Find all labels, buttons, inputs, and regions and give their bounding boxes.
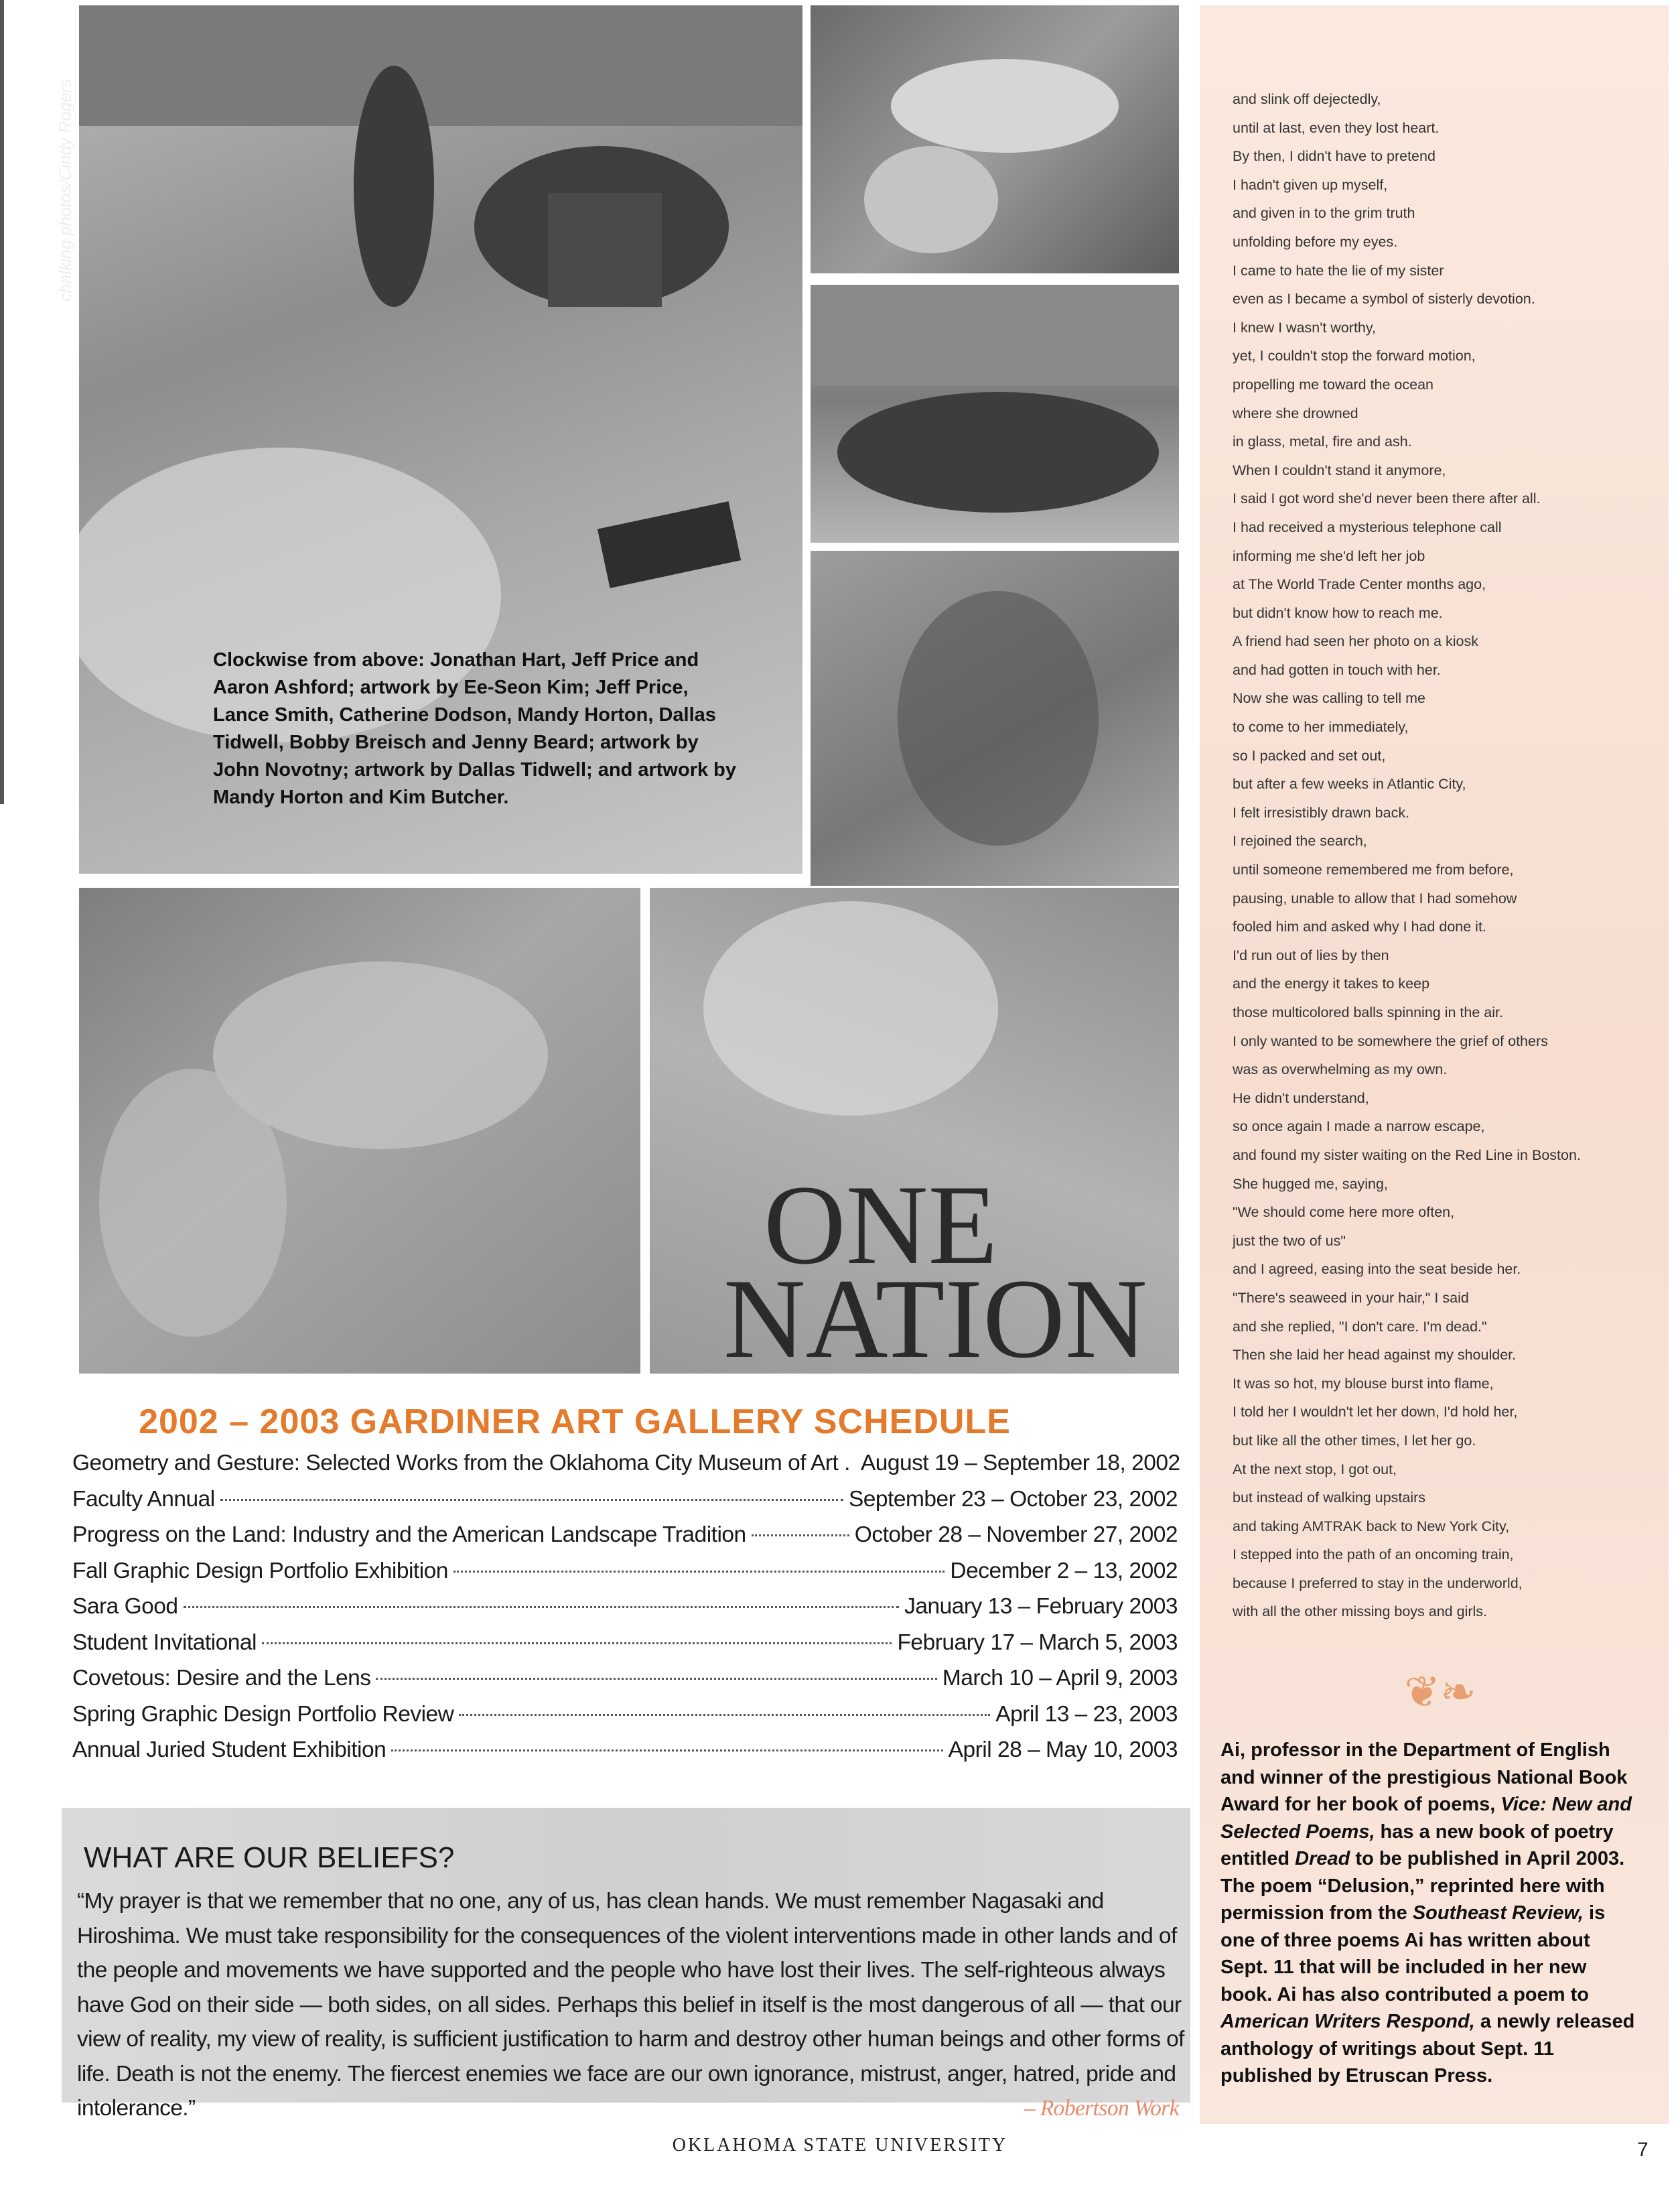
poem-line: but after a few weeks in Atlantic City, — [1233, 776, 1466, 793]
exhibition-title: Progress on the Land: Industry and the American Landscape Tradition — [72, 1522, 746, 1547]
exhibition-title: Covetous: Desire and the Lens — [72, 1666, 371, 1691]
svg-text:NATION: NATION — [723, 1256, 1147, 1374]
poem-line: By then, I didn't have to pretend — [1233, 148, 1436, 165]
poem-text — [1233, 85, 1661, 1626]
schedule-row — [72, 1594, 1178, 1630]
exhibition-dates: February 17 – March 5, 2003 — [897, 1630, 1178, 1655]
poem-line: unfolding before my eyes. — [1233, 233, 1398, 250]
poem-line: until someone remembered me from before, — [1233, 862, 1514, 878]
photo-group-portrait — [811, 285, 1179, 543]
photo-dove-artwork-image — [811, 5, 1179, 273]
author-bio: Ai, professor in the Department of English and winner of the prestigious National Book Award for her book of poems, Vice: New and Selected Poems, has a new book of poetry entitled Dread to be published in April 2003. The poem “Delusion,” reprinted here with permission from the Southeast Review, is one of three poems Ai has written about Sept. 11 that will be included in her new book. Ai has also contributed a poem to American Writers Respond, a newly released anthology of writings about Sept. 11 published by Etruscan Press. — [1220, 1739, 1635, 2086]
poem-line: I hadn't given up myself, — [1233, 176, 1388, 193]
exhibition-title: Annual Juried Student Exhibition — [72, 1737, 387, 1762]
schedule-row — [72, 1522, 1178, 1559]
exhibition-dates: April 28 – May 10, 2003 — [948, 1737, 1178, 1762]
poem-line: just the two of us" — [1233, 1232, 1346, 1249]
dot-leader — [453, 1571, 944, 1573]
poem-line: so once again I made a narrow escape, — [1233, 1118, 1485, 1135]
poem-line: and the energy it takes to keep — [1233, 976, 1430, 992]
poem-line: A friend had seen her photo on a kiosk — [1233, 633, 1478, 650]
poem-line: and I agreed, easing into the seat beside her. — [1233, 1261, 1521, 1278]
poem-line: and found my sister waiting on the Red Line in Boston. — [1233, 1146, 1581, 1163]
poem-line: He didn't understand, — [1233, 1089, 1369, 1106]
page-edge-rule — [0, 0, 4, 804]
footer-university: OKLAHOMA STATE UNIVERSITY — [672, 2135, 1008, 2156]
schedule-row — [72, 1630, 1178, 1666]
poem-line: and slink off dejectedly, — [1233, 91, 1381, 107]
poem-line: I came to hate the lie of my sister — [1233, 262, 1444, 279]
poem-line: informing me she'd left her job — [1233, 547, 1425, 564]
page-number: 7 — [1637, 2139, 1649, 2161]
poem-line: I'd run out of lies by then — [1233, 947, 1389, 964]
exhibition-dates: September 23 – October 23, 2002 — [848, 1486, 1178, 1512]
poem-line: yet, I couldn't stop the forward motion, — [1233, 348, 1476, 364]
exhibition-title: Fall Graphic Design Portfolio Exhibition — [72, 1558, 448, 1583]
poem-line: propelling me toward the ocean — [1233, 376, 1433, 393]
exhibition-title: Faculty Annual — [72, 1486, 215, 1512]
poem-line: I said I got word she'd never been there after all. — [1233, 490, 1541, 507]
schedule-row — [72, 1559, 1178, 1595]
dot-leader — [391, 1749, 942, 1751]
poem-line: When I couldn't stand it anymore, — [1233, 462, 1446, 478]
poem-line: at The World Trade Center months ago, — [1233, 576, 1486, 593]
poem-line: but like all the other times, I let her go. — [1233, 1432, 1476, 1449]
poem-line: but instead of walking upstairs — [1233, 1489, 1426, 1506]
poem-line: I felt irresistibly drawn back. — [1233, 804, 1410, 821]
poem-line: because I preferred to stay in the underworld, — [1233, 1575, 1523, 1591]
exhibition-dates: October 28 – November 27, 2002 — [854, 1522, 1178, 1547]
poem-line: where she drowned — [1233, 405, 1358, 421]
exhibition-title: Spring Graphic Design Portfolio Review — [72, 1701, 454, 1727]
dot-leader — [184, 1606, 900, 1608]
schedule-list — [72, 1451, 1178, 1774]
poem-line: those multicolored balls spinning in the air. — [1233, 1004, 1503, 1020]
exhibition-dates: March 10 – April 9, 2003 — [942, 1666, 1178, 1691]
poem-line: and had gotten in touch with her. — [1233, 661, 1441, 678]
poem-line: pausing, unable to allow that I had somehow — [1233, 890, 1517, 907]
photo-one-nation-artwork — [650, 888, 1179, 1374]
poem-line: "There's seaweed in your hair," I said — [1233, 1289, 1469, 1306]
poem-line: and given in to the grim truth — [1233, 205, 1415, 222]
poem-line: She hugged me, saying, — [1233, 1175, 1388, 1192]
poem-line: At the next stop, I got out, — [1233, 1461, 1397, 1477]
exhibition-dates: August 19 – September 18, 2002 — [860, 1451, 1180, 1475]
beliefs-title: WHAT ARE OUR BELIEFS? — [84, 1841, 455, 1874]
schedule-row — [72, 1737, 1178, 1774]
photo-cowboy-artwork-image — [811, 551, 1179, 886]
photo-group-portrait-image — [811, 285, 1179, 543]
beliefs-quote: “My prayer is that we remember that no one, any of us, has clean hands. We must remember Nagasaki and Hiroshima. We must take responsibility for the consequences of the violent interventions made in other lands and of the people and movements we have supported and the people who have lost their lives. The self-righteous always have God on their side — both sides, on all sides. Perhaps this belief in itself is the most dangerous of all — that our view of reality, my view of reality, is sufficient justification to harm and destroy other human beings and other forms of life. Death is not the enemy. The fiercest enemies we face are our own ignorance, mistrust, anger, hatred, pride and intolerance.” – Robertson Work — [77, 1884, 1186, 2126]
poem-line: Now she was calling to tell me — [1233, 690, 1425, 707]
schedule-row — [72, 1451, 1178, 1487]
poem-line: I stepped into the path of an oncoming train, — [1233, 1546, 1514, 1563]
poem-line: It was so hot, my blouse burst into flame, — [1233, 1375, 1494, 1392]
photo-credit: chalking photos/Cindy Rogers — [56, 78, 75, 302]
exhibition-dates: January 13 – February 2003 — [904, 1594, 1178, 1619]
poem-line: Then she laid her head against my shoulder. — [1233, 1347, 1517, 1364]
poem-line: I told her I wouldn't let her down, I'd hold her, — [1233, 1404, 1518, 1420]
schedule-row — [72, 1487, 1178, 1523]
poem-line: so I packed and set out, — [1233, 747, 1386, 764]
schedule-row — [72, 1702, 1178, 1738]
poem-line: and taking AMTRAK back to New York City, — [1233, 1518, 1510, 1534]
poem-line: "We should come here more often, — [1233, 1204, 1455, 1221]
poem-line: with all the other missing boys and girls. — [1233, 1603, 1488, 1620]
exhibition-dates: December 2 – 13, 2002 — [950, 1558, 1178, 1583]
dot-leader — [376, 1678, 936, 1680]
poem-line: I knew I wasn't worthy, — [1233, 319, 1377, 336]
exhibition-title: Student Invitational — [72, 1630, 257, 1655]
schedule-row — [72, 1666, 1178, 1702]
dot-leader — [220, 1499, 843, 1501]
poem-line: fooled him and asked why I had done it. — [1233, 919, 1486, 935]
photo-caption: Clockwise from above: Jonathan Hart, Jeff Price and Aaron Ashford; artwork by Ee-Seon Kim; Jeff Price, Lance Smith, Catherine Dodson, Mandy Horton, Dallas Tidwell, Bobby Breisch and Jenny Beard; artwork by John Novotny; artwork by Dallas Tidwell; and artwork by Mandy Horton and Kim Butcher. — [213, 649, 737, 808]
poem-line: I had received a mysterious telephone call — [1233, 519, 1502, 535]
decorative-ornament: ❦❧ — [1404, 1668, 1476, 1716]
dot-leader — [262, 1642, 892, 1644]
poem-line: and she replied, "I don't care. I'm dead." — [1233, 1318, 1487, 1335]
poem-line: I only wanted to be somewhere the grief of others — [1233, 1033, 1548, 1049]
photo-dove-artwork — [811, 5, 1179, 273]
photo-liberty-artwork — [79, 888, 640, 1374]
poem-line: was as overwhelming as my own. — [1233, 1061, 1448, 1078]
beliefs-author: – Robertson Work — [1024, 2096, 1179, 2121]
poem-line: even as I became a symbol of sisterly devotion. — [1233, 291, 1535, 308]
photo-one-nation-artwork-image — [650, 888, 1179, 1374]
poem-line: to come to her immediately, — [1233, 719, 1409, 736]
dot-leader — [752, 1534, 849, 1536]
poem-line: I rejoined the search, — [1233, 833, 1367, 850]
svg-text:ONE: ONE — [764, 1162, 998, 1288]
poem-line: until at last, even they lost heart. — [1233, 119, 1440, 136]
photo-cowboy-artwork — [811, 551, 1179, 886]
exhibition-title: Sara Good — [72, 1594, 178, 1619]
exhibition-dates: April 13 – 23, 2003 — [995, 1701, 1178, 1727]
exhibition-title: Geometry and Gesture: Selected Works from the Oklahoma City Museum of Art . — [72, 1451, 850, 1475]
poem-line: but didn't know how to reach me. — [1233, 604, 1443, 621]
schedule-title: 2002 – 2003 GARDINER ART GALLERY SCHEDULE — [139, 1402, 1011, 1441]
poem-line: in glass, metal, fire and ash. — [1233, 434, 1412, 450]
dot-leader — [459, 1714, 990, 1716]
photo-liberty-artwork-image — [79, 888, 640, 1374]
